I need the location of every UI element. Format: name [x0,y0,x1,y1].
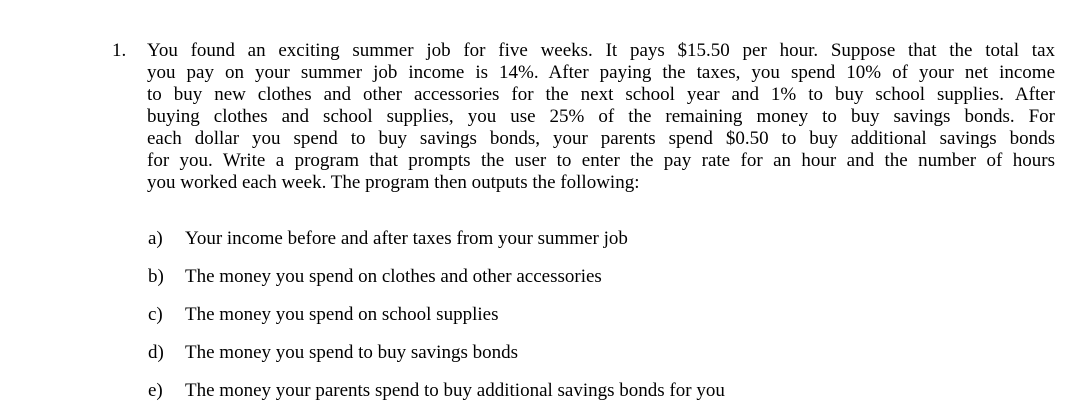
item-letter: c) [148,304,163,325]
statement-line: you worked each week. The program then outputs the following: [147,172,640,193]
item-letter: d) [148,342,164,363]
item-letter: e) [148,380,163,401]
item-text: The money you spend to buy savings bonds [185,342,519,363]
statement-line: buying clothes and school supplies, you use 25% of the remaining money to buy savings bonds. For [147,106,1055,127]
item-letter: a) [148,228,163,249]
item-text: The money your parents spend to buy additional savings bonds for you [185,380,725,401]
item-letter: b) [148,266,164,287]
item-text: The money you spend on clothes and other accessories [185,266,602,287]
statement-line: you pay on your summer job income is 14%. After paying the taxes, you spend 10% of your net income [147,62,1055,83]
statement-line: You found an exciting summer job for five weeks. It pays $15.50 per hour. Suppose that the total tax [147,40,1055,61]
statement-line: to buy new clothes and other accessories for the next school year and 1% to buy school supplies. After [147,84,1055,105]
statement-line: for you. Write a program that prompts the user to enter the pay rate for an hour and the number of hours [147,150,1055,171]
problem-statement [147,40,1055,194]
item-text: The money you spend on school supplies [185,304,499,325]
problem-number: 1. [112,40,127,61]
statement-line: each dollar you spend to buy savings bonds, your parents spend $0.50 to buy additional savings bonds [147,128,1055,149]
item-text: Your income before and after taxes from your summer job [185,228,628,249]
